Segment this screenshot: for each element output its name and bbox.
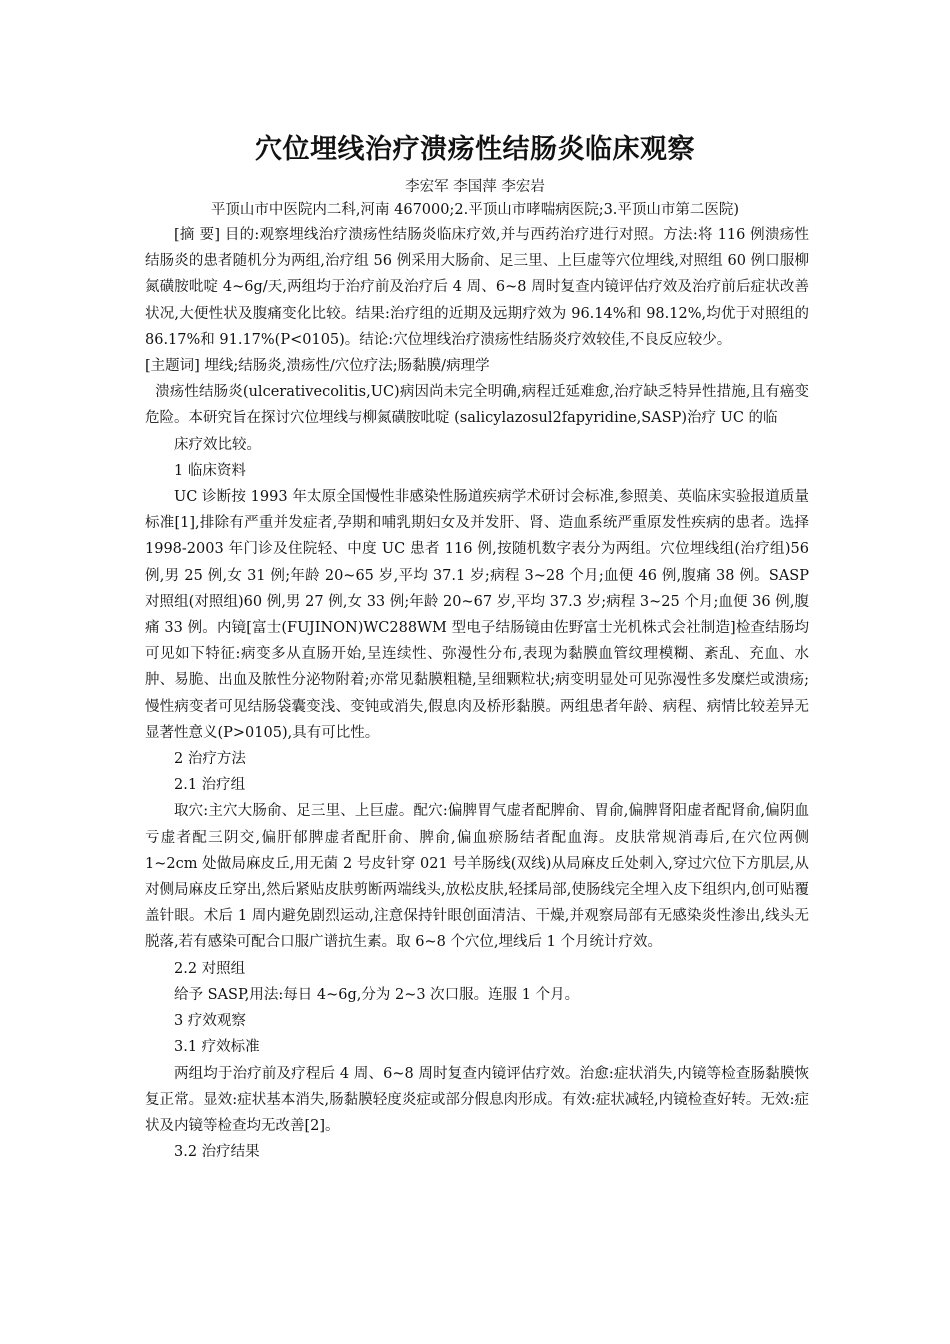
abstract: [摘 要] 目的:观察埋线治疗溃疡性结肠炎临床疗效,并与西药治疗进行对照。方法:将 116 例溃疡性结肠炎的患者随机分为两组,治疗组 56 例采用大肠俞、足三里、上巨虚等穴位埋线,对照组 60 例口服柳氮磺胺吡啶 4~6g/天,两组均于治疗前及治疗后 4 周、6~8 周时复查内镜评估疗效及治疗前后症状改善状况,大便性状及腹痛变化比较。结果:治疗组的近期及远期疗效为 96.14%和 98.12%,均优于对照组的 86.17%和 91.17%(P<0105)。结论:穴位埋线治疗溃疡性结肠炎疗效较佳,不良反应较少。: [145, 227, 809, 348]
paper-authors: 李宏军 李国萍 李宏岩: [405, 179, 545, 195]
paper-affiliation: 平顶山市中医院内二科,河南 467000;2.平顶山市哮喘病医院;3.平顶山市第二医院): [210, 202, 740, 218]
subsection-heading-3-2: 3.2 治疗结果: [174, 1144, 260, 1161]
section-heading-3: 3 疗效观察: [174, 1013, 246, 1030]
section-heading-2: 2 治疗方法: [174, 751, 246, 768]
intro-paragraph-continued: 床疗效比较。: [174, 436, 261, 453]
subsection-2-1-paragraph: 取穴:主穴大肠俞、足三里、上巨虚。配穴:偏脾胃气虚者配脾俞、胃俞,偏脾肾阳虚者配肾俞,偏阴血亏虚者配三阴交,偏肝郁脾虚者配肝俞、脾俞,偏血瘀肠结者配血海。皮肤常规消毒后,在穴位两侧 1~2cm 处做局麻皮丘,用无菌 2 号皮针穿 021 号羊肠线(双线)从局麻皮丘处刺入,穿过穴位下方肌层,从对侧局麻皮丘穿出,然后紧贴皮肤剪断两端线头,放松皮肤,轻揉局部,使肠线完全埋入皮下组织内,创可贴覆盖针眼。术后 1 周内避免剧烈运动,注意保持针眼创面清洁、干燥,并观察局部有无感染炎性渗出,线头无脱落,若有感染可配合口服广谱抗生素。取 6~8 个穴位,埋线后 1 个月统计疗效。: [145, 803, 809, 951]
section-1-paragraph: UC 诊断按 1993 年太原全国慢性非感染性肠道疾病学术研讨会标准,参照美、英临床实验报道质量标准[1],排除有严重并发症者,孕期和哺乳期妇女及并发肝、肾、造血系统严重原发性疾病的患者。选择 1998-2003 年门诊及住院轻、中度 UC 患者 116 例,按随机数字表分为两组。穴位埋线组(治疗组)56 例,男 25 例,女 31 例;年龄 20~65 岁,平均 37.1 岁;病程 3~28 个月;血便 46 例,腹痛 38 例。SASP 对照组(对照组)60 例,男 27 例,女 33 例;年龄 20~67 岁,平均 37.3 岁;病程 3~25 个月;血便 36 例,腹痛 33 例。内镜[富士(FUJINON)WC288WM 型电子结肠镜由佐野富士光机株式会社制造]检查结肠均可见如下特征:病变多从直肠开始,呈连续性、弥漫性分布,表现为黏膜血管纹理模糊、紊乱、充血、水肿、易脆、出血及脓性分泌物附着;亦常见黏膜粗糙,呈细颗粒状;病变明显处可见弥漫性多发糜烂或溃疡;慢性病变者可见结肠袋囊变浅、变钝或消失,假息肉及桥形黏膜。两组患者年龄、病程、病情比较差异无显著性意义(P>0105),具有可比性。: [145, 489, 809, 741]
subsection-heading-3-1: 3.1 疗效标准: [174, 1039, 260, 1056]
paper-body: [145, 222, 809, 1165]
paper-title: 穴位埋线治疗溃疡性结肠炎临床观察: [255, 134, 695, 165]
subsection-3-1-paragraph: 两组均于治疗前及疗程后 4 周、6~8 周时复查内镜评估疗效。治愈:症状消失,内镜等检查肠黏膜恢复正常。显效:症状基本消失,肠黏膜轻度炎症或部分假息肉形成。有效:症状减轻,内镜检查好转。无效:症状及内镜等检查均无改善[2]。: [145, 1065, 809, 1134]
subsection-heading-2-2: 2.2 对照组: [174, 960, 246, 977]
intro-paragraph: 溃疡性结肠炎(ulcerativecolitis,UC)病因尚未完全明确,病程迁延难愈,治疗缺乏特异性措施,且有癌变危险。本研究旨在探讨穴位埋线与柳氮磺胺吡啶 (salicylazosul2fapyridine,SASP)治疗 UC 的临: [145, 384, 809, 427]
section-heading-1: 1 临床资料: [174, 462, 246, 479]
subsection-heading-2-1: 2.1 治疗组: [174, 777, 246, 794]
subsection-2-2-paragraph: 给予 SASP,用法:每日 4~6g,分为 2~3 次口服。连服 1 个月。: [174, 986, 580, 1003]
keywords: [主题词] 埋线;结肠炎,溃疡性/穴位疗法;肠黏膜/病理学: [145, 358, 490, 375]
